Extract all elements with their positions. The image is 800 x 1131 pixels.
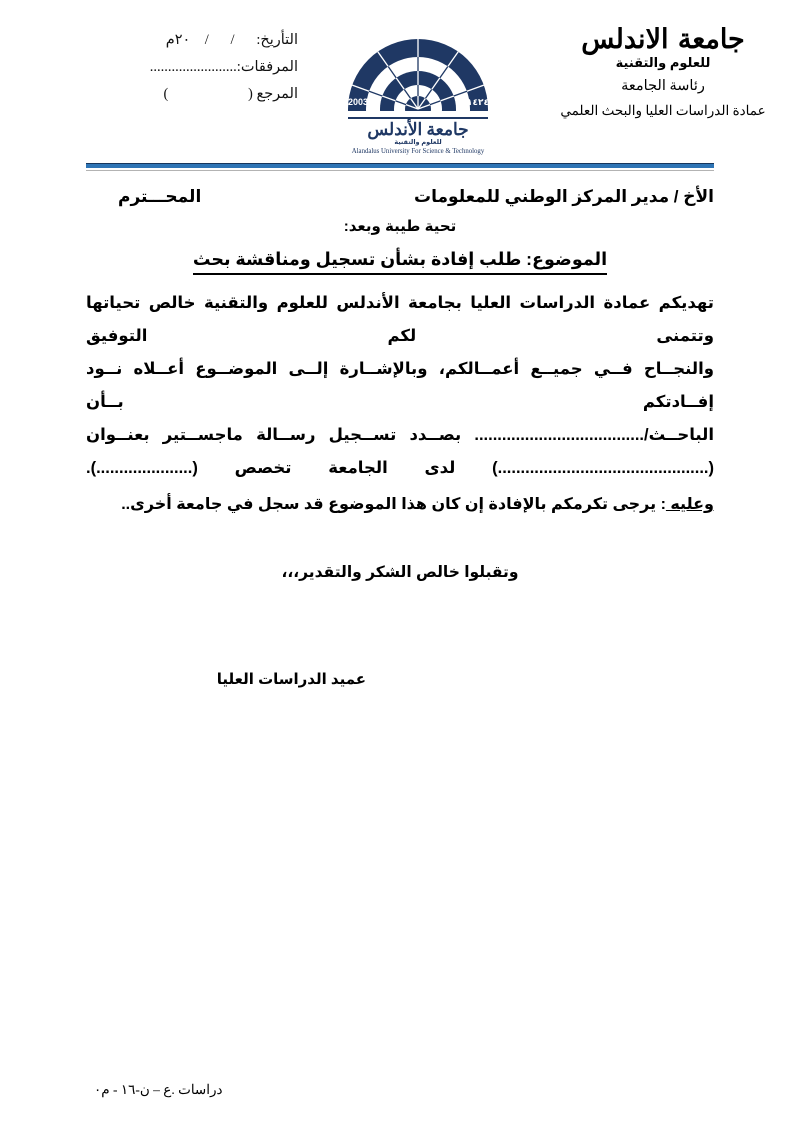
- subject-wrap: [86, 248, 714, 275]
- salutation: تحية طيبة وبعد:: [343, 218, 457, 235]
- addressee-row: [86, 186, 714, 208]
- letter-body: [86, 186, 714, 688]
- university-logo: [344, 33, 492, 157]
- request-text: : يرجى تكرمكم بالإفادة إن كان هذا الموضوع قد سجل في جامعة أخرى..: [121, 496, 666, 513]
- meta-block: [72, 27, 298, 108]
- letterhead-deanship: عمادة الدراسات العليا والبحث العلمي: [560, 103, 766, 118]
- logo-divider: [348, 117, 488, 119]
- letterhead-presidency: رئاسة الجامعة: [621, 78, 705, 94]
- body-line: الباحــث/..................................... بصــدد تســجيل رســالة ماجســتير بعنــوان: [86, 426, 714, 444]
- logo-year-gregorian: 2003: [347, 97, 369, 107]
- closing-line: وتقبلوا خالص الشكر والتقدير،،،: [281, 564, 519, 581]
- body-line: والنجــاح فــي جميــع أعمــالكم، وبالإشــارة إلــى الموضــوع أعــلاه نــود إفــادتكم بــأن: [86, 360, 714, 411]
- request-line: [86, 494, 714, 516]
- letterhead-university-name: جامعة الاندلس: [581, 24, 745, 55]
- header-rule-blue: [86, 163, 714, 168]
- logo-university-name-ar: جامعة الأندلس: [367, 120, 469, 139]
- reference-field: المرجع ( ): [163, 86, 298, 102]
- subject-line: الموضوع: طلب إفادة بشأن تسجيل ومناقشة بحث: [193, 248, 607, 275]
- honorific: المحـــترم: [118, 187, 202, 206]
- signature-title: عميد الدراسات العليا: [216, 671, 366, 688]
- header-rule-thin: [86, 170, 714, 171]
- date-field: التأريخ: / / ٢٠م: [165, 32, 298, 48]
- logo-university-name-en: Alandalus University For Science & Technology: [351, 148, 485, 155]
- logo-year-hijri: ١٤٢٤: [467, 97, 489, 107]
- letterhead-header: [0, 0, 800, 163]
- request-keyword: وعليه: [665, 496, 714, 513]
- document-code: دراسات .ع – ن-١٦ - م٠: [94, 1082, 223, 1097]
- logo-tagline-ar: للعلوم والتقنية: [394, 139, 442, 146]
- body-line: تهديكم عمادة الدراسات العليا بجامعة الأندلس للعلوم والتقنية خالص تحياتها وتتمنى لكم التوفيق: [86, 294, 714, 345]
- letterhead-right-block: [540, 24, 786, 119]
- body-line: (..............................................) لدى الجامعة تخصص (.....................).: [86, 459, 714, 477]
- attachments-field: المرفقات:........................: [149, 59, 298, 75]
- letterhead-university-tagline: للعلوم والتقنية: [615, 55, 711, 70]
- addressee: الأخ / مدير المركز الوطني للمعلومات: [414, 187, 714, 206]
- university-arch-icon: [344, 33, 492, 111]
- body-paragraph: [86, 287, 714, 485]
